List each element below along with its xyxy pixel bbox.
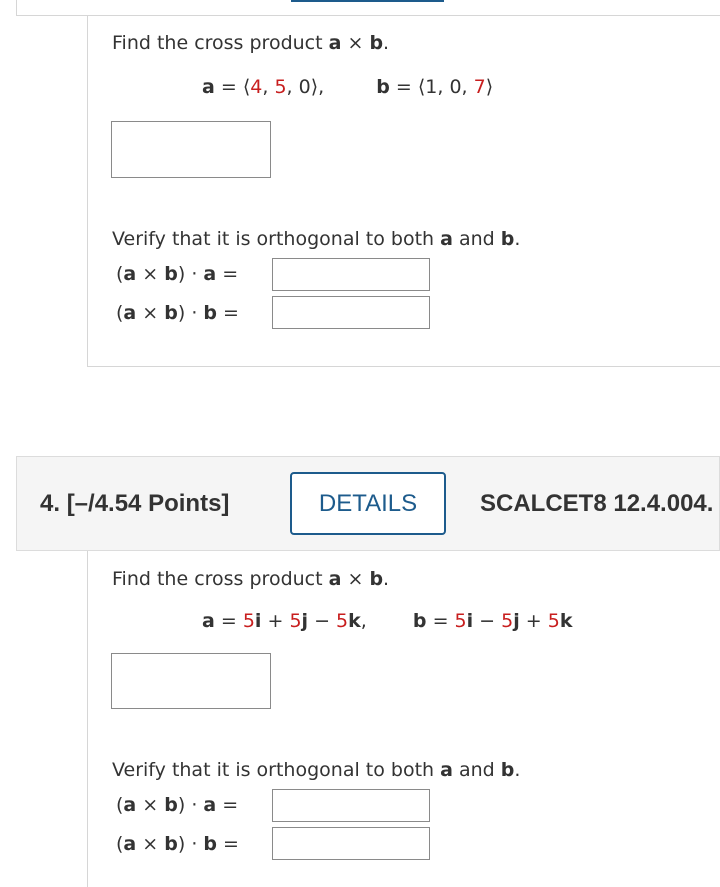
q4-dot-a-label: (a × b) · a = [116,794,239,816]
q4-cross-product-input[interactable] [111,653,271,709]
q3-dot-b-label: (a × b) · b = [116,302,239,324]
q4-dot-b-input[interactable] [272,827,430,860]
q4-vectors: a = 5i + 5j − 5k, b = 5i − 5j + 5k [202,610,573,632]
q3-prompt: Find the cross product a × b. [112,32,390,54]
q3-dot-a-input[interactable] [272,258,430,291]
q4-verify-text: Verify that it is orthogonal to both a and b. [112,759,521,781]
q3-cross-product-input[interactable] [111,121,271,178]
previous-details-button-edge [291,0,444,2]
details-button-label: DETAILS [318,489,418,517]
q4-dot-b-label: (a × b) · b = [116,833,239,855]
previous-header-bar [16,0,720,16]
q4-source-code: SCALCET8 12.4.004. [480,490,714,517]
q3-vectors: a = ⟨4, 5, 0⟩, b = ⟨1, 0, 7⟩ [202,76,494,98]
q4-prompt: Find the cross product a × b. [112,568,390,590]
q3-dot-b-input[interactable] [272,296,430,329]
q4-number-points: 4. [–/4.54 Points] [40,490,230,517]
q4-dot-a-input[interactable] [272,789,430,822]
q3-dot-a-label: (a × b) · a = [116,263,239,285]
details-button[interactable] [290,472,446,535]
q3-verify-text: Verify that it is orthogonal to both a and b. [112,228,521,250]
